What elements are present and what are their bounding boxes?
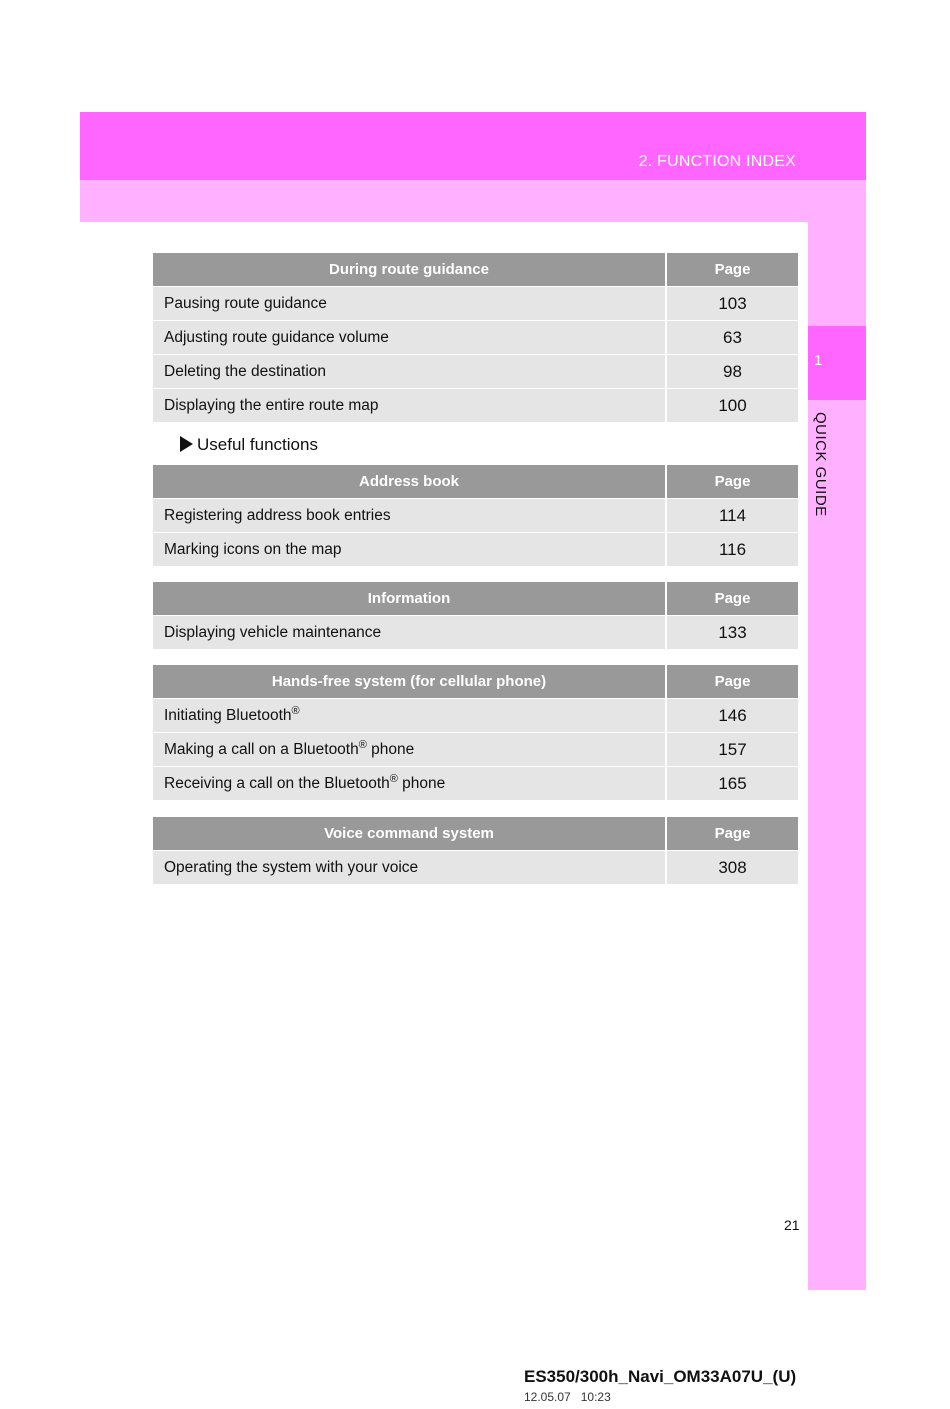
table-row <box>153 767 798 801</box>
row-page: 308 <box>666 851 798 885</box>
table-address-book <box>153 465 798 567</box>
table-header-row <box>153 582 798 616</box>
table-page-header: Page <box>666 817 798 851</box>
row-label: Making a call on a Bluetooth <box>164 740 359 758</box>
row-label-cell <box>153 699 666 733</box>
row-page: 63 <box>666 321 798 355</box>
table-row <box>153 851 798 885</box>
document-date: 12.05.07 <box>524 1390 571 1404</box>
row-page: 146 <box>666 699 798 733</box>
row-page: 157 <box>666 733 798 767</box>
table-page-header: Page <box>666 253 798 287</box>
row-page: 98 <box>666 355 798 389</box>
table-page-header: Page <box>666 582 798 616</box>
table-page-header: Page <box>666 665 798 699</box>
useful-functions-text: Useful functions <box>197 435 318 454</box>
row-label: Initiating Bluetooth <box>164 706 292 724</box>
side-tab-label: QUICK GUIDE <box>812 412 829 517</box>
table-row <box>153 499 798 533</box>
table-row <box>153 733 798 767</box>
registered-mark: ® <box>291 704 300 717</box>
table-row <box>153 287 798 321</box>
header-subband <box>80 180 866 222</box>
row-page: 165 <box>666 767 798 801</box>
table-row <box>153 321 798 355</box>
side-tab-number: 1 <box>814 352 823 369</box>
document-timestamp <box>524 1390 611 1404</box>
section-title: 2. FUNCTION INDEX <box>638 153 796 170</box>
row-label: Pausing route guidance <box>153 287 666 321</box>
table-header: During route guidance <box>153 253 666 287</box>
triangle-bullet-icon <box>180 436 193 452</box>
page-number: 21 <box>784 1217 800 1233</box>
table-header: Information <box>153 582 666 616</box>
table-row <box>153 616 798 650</box>
row-label: Receiving a call on the Bluetooth <box>164 774 390 792</box>
table-row <box>153 355 798 389</box>
table-header: Address book <box>153 465 666 499</box>
row-page: 116 <box>666 533 798 567</box>
table-header-row <box>153 253 798 287</box>
row-label-cell <box>153 767 666 801</box>
table-row <box>153 533 798 567</box>
row-label: Registering address book entries <box>153 499 666 533</box>
row-label: Deleting the destination <box>153 355 666 389</box>
table-voice-command-system <box>153 817 798 885</box>
table-row <box>153 699 798 733</box>
row-label: Displaying vehicle maintenance <box>153 616 666 650</box>
row-label: Operating the system with your voice <box>153 851 666 885</box>
registered-mark: ® <box>389 772 398 785</box>
document-time: 10:23 <box>580 1390 611 1404</box>
row-label-suffix: phone <box>397 774 446 792</box>
table-row <box>153 389 798 423</box>
row-label: Displaying the entire route map <box>153 389 666 423</box>
row-label-cell <box>153 733 666 767</box>
table-header: Voice command system <box>153 817 666 851</box>
table-header-row <box>153 465 798 499</box>
table-during-route-guidance <box>153 253 798 423</box>
row-label-suffix: phone <box>366 740 415 758</box>
table-hands-free-system <box>153 665 798 801</box>
table-header-row <box>153 817 798 851</box>
row-page: 133 <box>666 616 798 650</box>
document-id: ES350/300h_Navi_OM33A07U_(U) <box>524 1367 797 1386</box>
useful-functions-heading <box>180 435 318 455</box>
row-label: Marking icons on the map <box>153 533 666 567</box>
row-page: 103 <box>666 287 798 321</box>
row-page: 114 <box>666 499 798 533</box>
table-information <box>153 582 798 650</box>
table-header-row <box>153 665 798 699</box>
row-page: 100 <box>666 389 798 423</box>
table-page-header: Page <box>666 465 798 499</box>
registered-mark: ® <box>358 738 367 751</box>
row-label: Adjusting route guidance volume <box>153 321 666 355</box>
table-header: Hands-free system (for cellular phone) <box>153 665 666 699</box>
